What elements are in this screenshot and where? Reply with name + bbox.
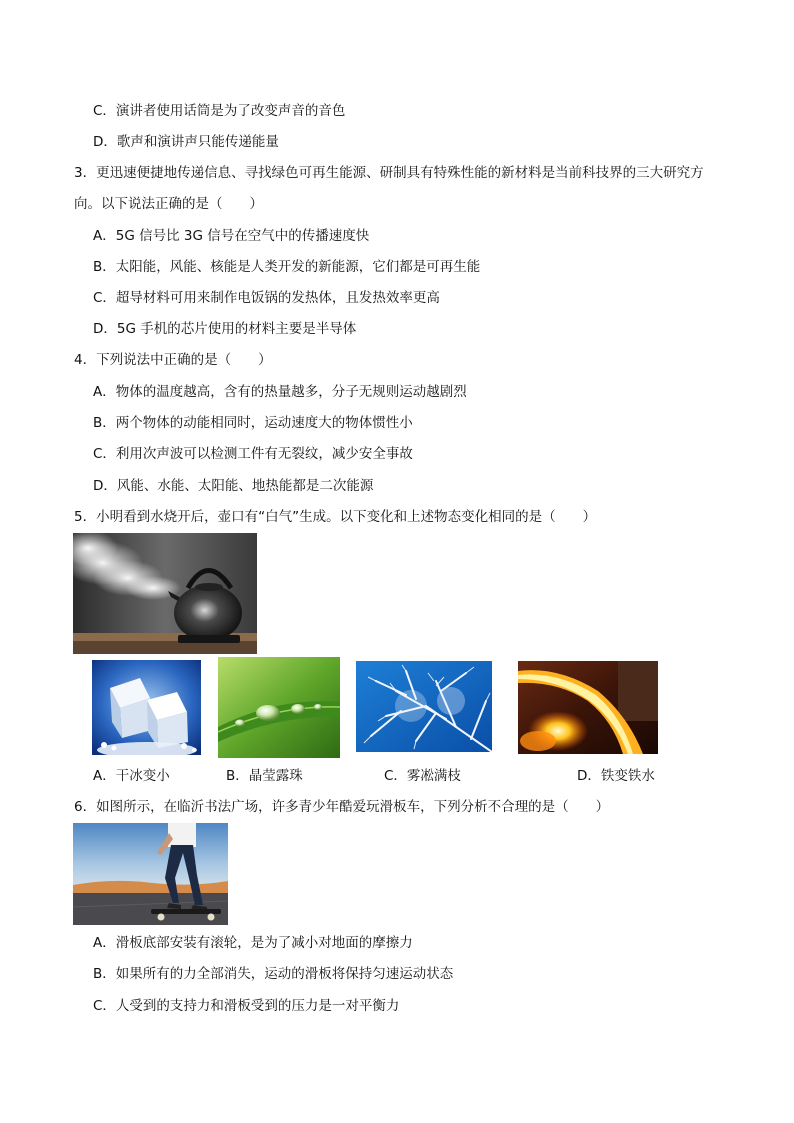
q3-option-b: B．太阳能，风能、核能是人类开发的新能源，它们都是可再生能 bbox=[93, 259, 481, 275]
q3-stem-line1: 3．更迅速便捷地传递信息、寻找绿色可再生能源、研制具有特殊性能的新材料是当前科技界的三大研究方 bbox=[74, 165, 704, 181]
q6-option-c: C．人受到的支持力和滑板受到的压力是一对平衡力 bbox=[93, 998, 400, 1014]
q4-stem: 4．下列说法中正确的是（ ） bbox=[74, 352, 272, 368]
q6-stem: 6．如图所示，在临沂书法广场，许多青少年酷爱玩滑板车，下列分析不合理的是（ ） bbox=[74, 799, 610, 815]
q3-option-a: A．5G 信号比 3G 信号在空气中的传播速度快 bbox=[93, 228, 370, 244]
dry-ice-image bbox=[92, 660, 201, 755]
q4-option-d: D．风能、水能、太阳能、地热能都是二次能源 bbox=[93, 478, 374, 494]
q4-option-a: A．物体的温度越高，含有的热量越多，分子无规则运动越剧烈 bbox=[93, 384, 467, 400]
q3-stem-line2: 向。以下说法正确的是（ ） bbox=[74, 196, 263, 212]
q3-option-c: C．超导材料可用来制作电饭锅的发热体，且发热效率更高 bbox=[93, 290, 440, 306]
molten-iron-image bbox=[518, 661, 658, 754]
q5-option-c: C．雾凇满枝 bbox=[384, 768, 461, 784]
q5-stem: 5．小明看到水烧开后，壶口有“白气”生成。以下变化和上述物态变化相同的是（ ） bbox=[74, 509, 597, 525]
q2-option-c: C．演讲者使用话筒是为了改变声音的音色 bbox=[93, 103, 346, 119]
rime-branches-image bbox=[356, 661, 492, 752]
kettle-steam-image bbox=[73, 533, 257, 654]
q5-option-a: A．干冰变小 bbox=[93, 768, 170, 784]
q3-option-d: D．5G 手机的芯片使用的材料主要是半导体 bbox=[93, 321, 357, 337]
skateboard-image bbox=[73, 823, 228, 925]
q6-option-b: B．如果所有的力全部消失，运动的滑板将保持匀速运动状态 bbox=[93, 966, 454, 982]
q2-option-d: D．歌声和演讲声只能传递能量 bbox=[93, 134, 279, 150]
q6-option-a: A．滑板底部安装有滚轮，是为了减小对地面的摩擦力 bbox=[93, 935, 413, 951]
q5-option-b: B．晶莹露珠 bbox=[226, 768, 303, 784]
q4-option-c: C．利用次声波可以检测工件有无裂纹，减少安全事故 bbox=[93, 446, 413, 462]
dew-drops-image bbox=[218, 657, 340, 758]
q4-option-b: B．两个物体的动能相同时，运动速度大的物体惯性小 bbox=[93, 415, 413, 431]
q5-option-d: D．铁变铁水 bbox=[577, 768, 655, 784]
